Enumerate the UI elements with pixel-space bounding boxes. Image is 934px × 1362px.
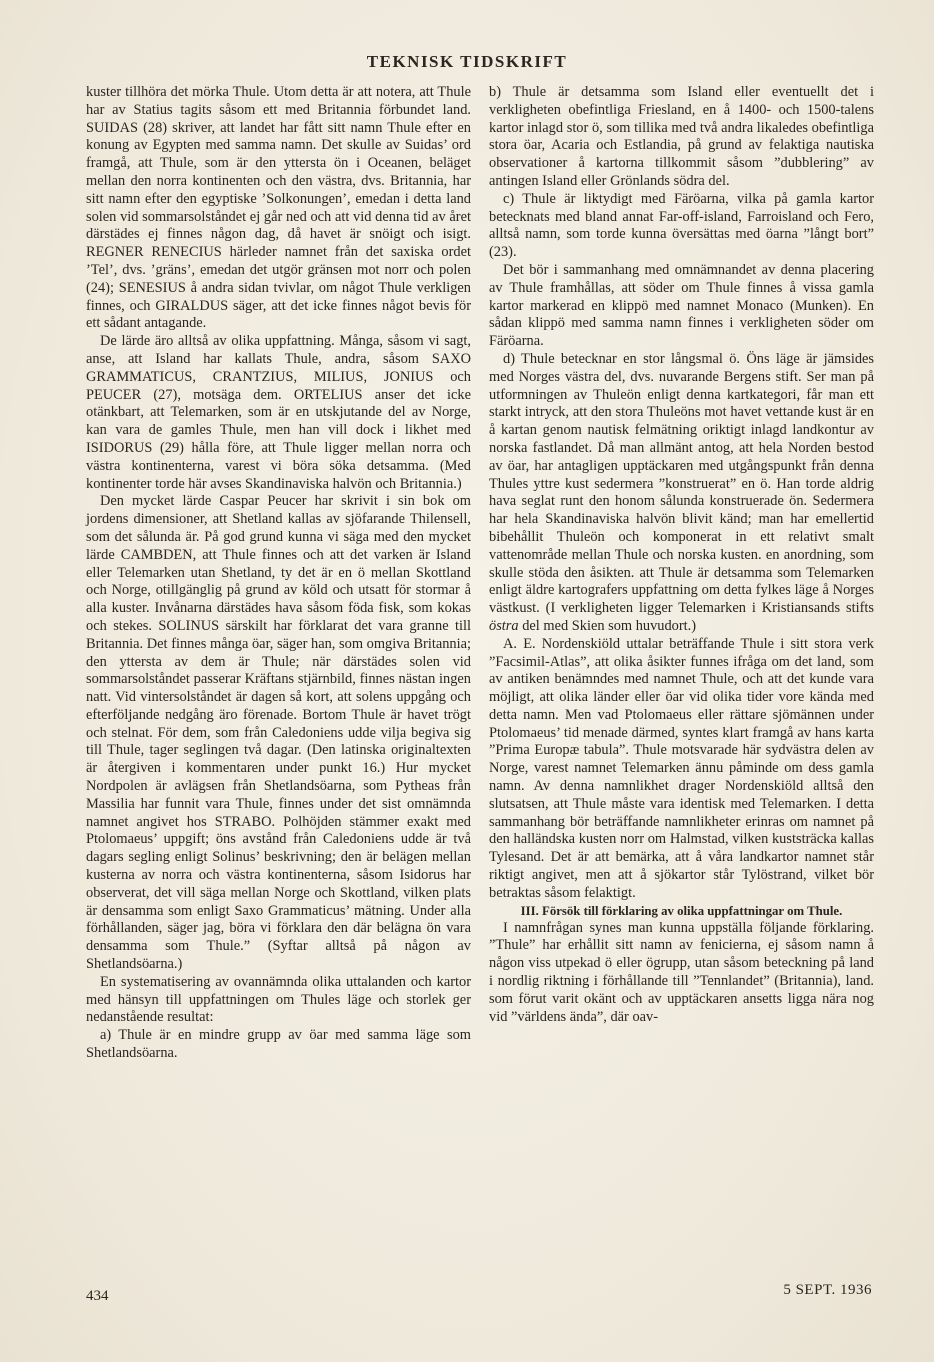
- paragraph: En systematisering av ovannämnda olika uttalanden och kartor med hänsyn till uppfattningen om Thules läge och storlek ger nedanstående resultat:: [86, 973, 471, 1026]
- paragraph: De lärde äro alltså av olika uppfattning. Många, såsom vi sagt, anse, att Island har kallats Thule, andra, såsom SAXO GRAMMATICUS, CRANTZIUS, MILIUS, JONIUS och PEUCER (27), motsäga dem. ORTELIUS anser det icke otänkbart, att Telemarken, som är en utskjutande del av Norge, kan vara de gamles Thule, men han vill dock i likhet med ISIDORUS (29) hålla före, att Thule ligger mellan norra och västra kontinenterna, varest vi böra söka detsamma. (Med kontinenter torde här avses Skandinaviska halvön och Britannia.): [86, 333, 471, 492]
- paragraph: [489, 351, 874, 636]
- paragraph: A. E. Nordenskiöld uttalar beträffande Thule i sitt stora verk ”Facsimil-Atlas”, att olika åsikter funnes ifråga om det land, som av antiken benämndes med namnet Thule, och att det kunde vara möjligt, att olika länder eller öar vid olika tider vore kända med detta namn. Men vad Ptolomaeus eller rättare sjömännen under Ptolomaeus’ tid menade därmed, syntes klart framgå av hans karta ”Prima Europæ tabula”. Thule motsvarade här sydvästra delen av Norge, varest namnet Telemarken ännu påminde om dess gamla namn. Av denna namnlikhet drager Nordenskiöld alltså den slutsatsen, att Thule måste vara identisk med Telemarken. I detta sammanhang bör beträffande namnlikheter erinras om namnet på den halländska kusten norr om Halmstad, vilken kuststräcka kallas Tylesand. Det är att bemärka, att å våra landkartor namnet står riktigt angivet, men att å sjökartor står Tylöstrand, vilket bör betraktas såsom felaktigt.: [489, 635, 874, 901]
- journal-title: TEKNISK TIDSKRIFT: [366, 52, 568, 71]
- paragraph: Det bör i sammanhang med omnämnandet av denna placering av Thule framhållas, att söder om Thule finnes å vissa gamla kartor markerad en klippö med namnet Monaco (Munken). En sådan klippö med samma namn finnes i verkligheten söder om Färöarna.: [489, 261, 874, 350]
- paragraph: c) Thule är liktydigt med Färöarna, vilka på gamla kartor betecknats med bland annat Far-off-island, Farroisland och Fero, alltså namn, som torde kunna översättas med öarna ”långt bort” (23).: [489, 190, 874, 261]
- issue-date: 5 SEPT. 1936: [783, 1282, 872, 1298]
- paragraph-text: d) Thule betecknar en stor långsmal ö. Öns läge är jämsides med Norges västra del, dvs. nuvarande Bergens stift. Ser man på utformningen av Thuleön enligt denna kartkategori, får man ett starkt intryck, att den stora Thuleöns mot havet vettande kust är en å kartan genom nautisk felmätning oriktigt inlagd landkontur av norska fastlandet. Då man allmänt antog, att hela Norden bestod av öar, har antagligen upptäckaren med utgångspunkt från denna Thules yttre kust sedermera ”konstruerat” en ö. Han torde aldrig hava seglat runt den honom sålunda konstruerade ön. Sedermera har hela Skandinaviska halvön blivit känd; man har emellertid bibehållit Thuleön och komponerat in ett relativt smalt vattenområde mellan Thule och norska kusten. en anordning, som skulle stöda den åsikten. att Thule är detsamma som Telemarken enligt äldre kartografers uppfattning om detta fylkes läge å Norges västkust. (I verkligheten ligger Telemarken i Kristiansands stifts: [489, 350, 874, 617]
- right-column: [489, 84, 874, 1026]
- page-number: 434: [86, 1288, 109, 1304]
- section-heading: III. Försök till förklaring av olika uppfattningar om Thule.: [520, 903, 843, 918]
- paragraph: kuster tillhöra det mörka Thule. Utom detta är att notera, att Thule har av Statius tagits såsom ett med Britannia förbundet land. SUIDAS (28) skriver, att landet har fått sitt namn Thule efter en konung av Egypten med samma namn. Det skulle av Suidas’ ord framgå, att Thule, som är den yttersta ön i Oceanen, beläget mellan den norra kontinenten och den västra, dvs. Britannia, har sitt namn efter den egyptiske ’Solkonungen’, emedan i detta land solen vid sommarsolståndet ej går ned och att vid denna tid av året därstädes ej finnes någon dag, då havet är snöigt och isigt. REGNER RENECIUS härleder namnet från det saxiska ordet ’Tel’, dvs. ’gräns’, emedan det utgör gränsen mot norr och polen (24); SENESIUS å andra sidan tvivlar, om något Thule verkligen finnes, och GIRALDUS säger, att det icke finnes något bevis för ett sådant antagande.: [86, 84, 471, 332]
- paragraph: I namnfrågan synes man kunna uppställa följande förklaring. ”Thule” har erhållit sitt namn av fenicierna, ej såsom namn å någon viss utpekad ö eller ögrupp, utan såsom beteckning på land i nordlig riktning i förhållande till ”Tennlandet” (Britannia), land. som förut varit okänt och av upptäckaren ansetts ligga nära nog vid ”världens ända”, där oav-: [489, 919, 874, 1025]
- emphasis-text: östra: [489, 617, 519, 634]
- left-column: [86, 84, 471, 1063]
- paragraph: Den mycket lärde Caspar Peucer har skrivit i sin bok om jordens dimensioner, att Shetland kallas av sjöfarande Thilensell, som det sålunda är. På god grund kunna vi säga med den mycket lärde CAMBDEN, att Thule finnes och att det varken är Island eller Telemarken utan Shetland, ty det är en ö mellan Skottland och Norge, otillgänglig på grund av köld och utsatt för stormar å alla kuster. Invånarna därstädes hava såsom föda fisk, som kokas och stekes. SOLINUS särskilt har förklarat det vara granne till Britannia. Det finnes många öar, säger han, som omgiva Britannia; den yttersta av dem är Thule; när därstädes solen vid sommarsolståndet passerar Kräftans stjärnbild, finnes nästan ingen natt. Vid vintersolståndet är dagen så kort, att solens uppgång och efterföljande nedgång äro förenade. Bortom Thule är havet trögt och stelnat. För dem, som från Caledoniens udde vilja begiva sig till Thule, tager seglingen två dagar. (Den latinska originaltexten är återgiven i kommentaren under punkt 16.) Hur mycket Nordpolen är avlägsen från Shetlandsöarna, som Pytheas från Massilia har funnit vara Thule, finnes under det sist omnämnda namnet angivet hos STRABO. Polhöjden stämmer exakt med Ptolomaeus’ uppgift; öns avstånd från Caledoniens udde är två dagars segling enligt Solinus’ beskrivning; den är belägen mellan kusterna av norra och västra kontinenterna, såsom Isidorus har observerat, det vill säga mellan Norge och Skottland, vilken plats är densamma som enligt Saxo Grammaticus’ mätning. Under alla förhållanden, säger jag, böra vi förklara den där belägna ön vara densamma som Thule.” (Syftar alltså på någon av Shetlandsöarna.): [86, 493, 471, 973]
- paragraph: a) Thule är en mindre grupp av öar med samma läge som Shetlandsöarna.: [86, 1027, 471, 1062]
- paragraph-text: del med Skien som huvudort.): [518, 617, 697, 634]
- paragraph: b) Thule är detsamma som Island eller eventuellt det i verkligheten obefintliga Friesland, en å 1400- och 1500-talens kartor inlagd stor ö, som tillika med två andra likaledes obefintliga stora öar, Acaria och Estlandia, på grund av felaktiga nautiska observationer å kartorna tillkommit såsom ”dubblering” av antingen Island eller Grönlands södra del.: [489, 84, 874, 189]
